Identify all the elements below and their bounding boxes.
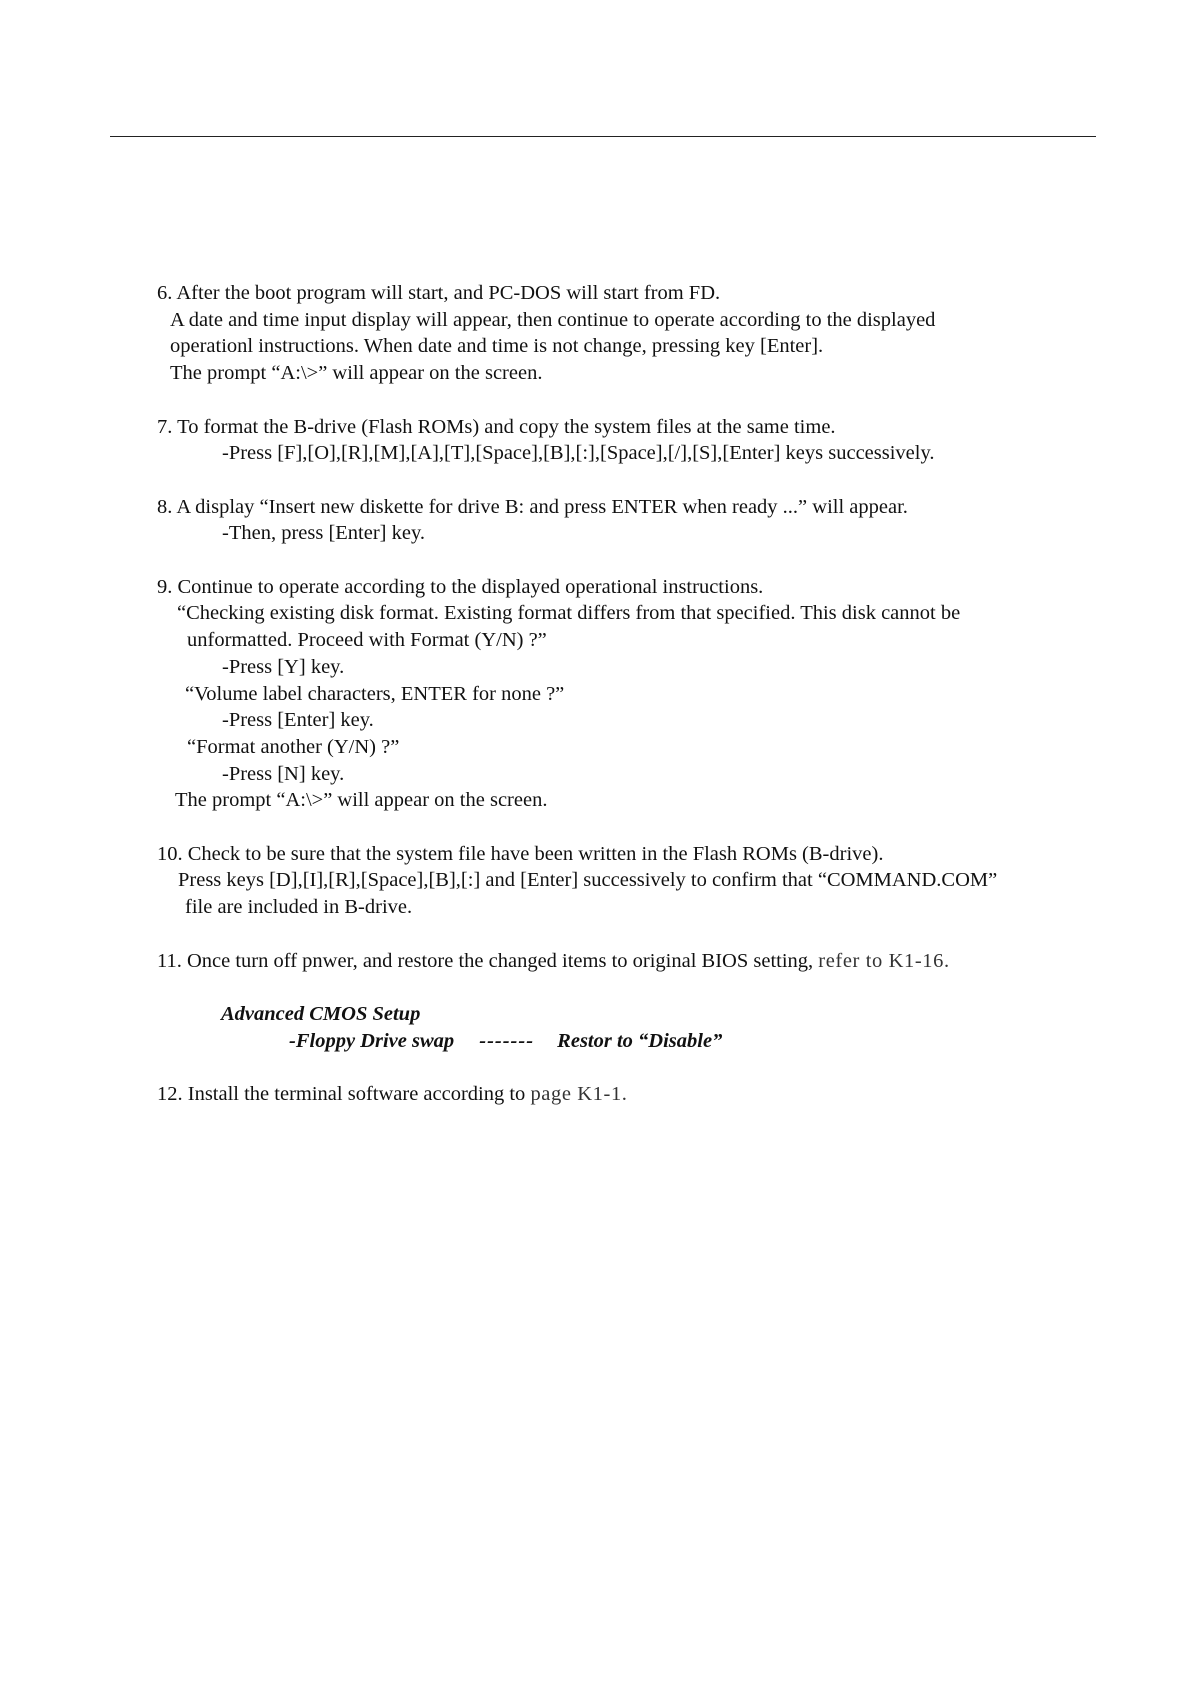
step-6-line-1: 6. After the boot program will start, and PC-DOS will start from FD. [157,282,721,304]
bios-setup-item-line [157,1028,1087,1055]
step-7-line-1: 7. To format the B-drive (Flash ROMs) and copy the system files at the same time. [157,415,836,438]
step-8-line-2: -Then, press [Enter] key. [222,522,426,545]
document-body [157,280,1087,1108]
step-10-line-2: Press keys [D],[I],[R],[Space],[B],[:] and [Enter] successively to confirm that “COMMAND.COM” [178,869,998,892]
step-9-line-9: The prompt “A:\>” will appear on the screen. [175,789,548,812]
header-rule [110,136,1096,137]
step-9-line-1: 9. Continue to operate according to the displayed operational instructions. [157,575,764,598]
bios-setup-separator: ------- [479,1029,535,1052]
step-10-line-1: 10. Check to be sure that the system file have been written in the Flash ROMs (B-drive). [157,842,884,865]
step-8-line-1: 8. A display “Insert new diskette for drive B: and press ENTER when ready ...” will appear. [157,495,908,518]
step-12-line-1 [157,1081,1087,1108]
bios-setup-item: -Floppy Drive swap [289,1029,455,1052]
step-7-line-2: -Press [F],[O],[R],[M],[A],[T],[Space],[B],[:],[Space],[/],[S],[Enter] keys successively. [222,442,935,465]
spacer [157,921,1087,948]
step-11-reference: refer to K1-16. [818,949,950,972]
step-11 [157,948,1087,975]
step-7 [157,414,1087,467]
step-9-line-7: “Format another (Y/N) ?” [187,735,400,758]
step-11-line-1 [157,948,1087,975]
spacer [157,974,1087,1001]
step-10 [157,841,1087,921]
spacer [157,1054,1087,1081]
step-6-line-3: operationl instructions. When date and time is not change, pressing key [Enter]. [170,335,824,358]
step-8 [157,494,1087,547]
step-11-text: 11. Once turn off pnwer, and restore the changed items to original BIOS setting, [157,949,814,972]
step-12 [157,1081,1087,1108]
bios-setup-title: Advanced CMOS Setup [221,1002,421,1025]
step-6-line-4: The prompt “A:\>” will appear on the screen. [170,362,543,385]
spacer [157,814,1087,841]
step-6 [157,280,1087,387]
step-9-line-6: -Press [Enter] key. [222,709,374,732]
step-10-line-3: file are included in B-drive. [185,896,413,919]
step-9-line-4: -Press [Y] key. [222,655,345,678]
step-6-line-2: A date and time input display will appear, then continue to operate according to the displayed [170,308,936,331]
bios-setup-action: Restor to “Disable” [557,1029,723,1052]
step-9-line-2: “Checking existing disk format. Existing format differs from that specified. This disk cannot be [177,602,961,625]
spacer [157,387,1087,414]
bios-setting-block [157,1001,1087,1054]
step-12-reference: page K1-1. [530,1082,628,1105]
spacer [157,547,1087,574]
step-12-text: 12. Install the terminal software according to [157,1082,526,1105]
step-9-line-3: unformatted. Proceed with Format (Y/N) ?” [187,629,547,652]
step-9-line-5: “Volume label characters, ENTER for none ?” [185,682,565,705]
step-9 [157,574,1087,814]
step-9-line-8: -Press [N] key. [222,762,345,785]
spacer [157,467,1087,494]
